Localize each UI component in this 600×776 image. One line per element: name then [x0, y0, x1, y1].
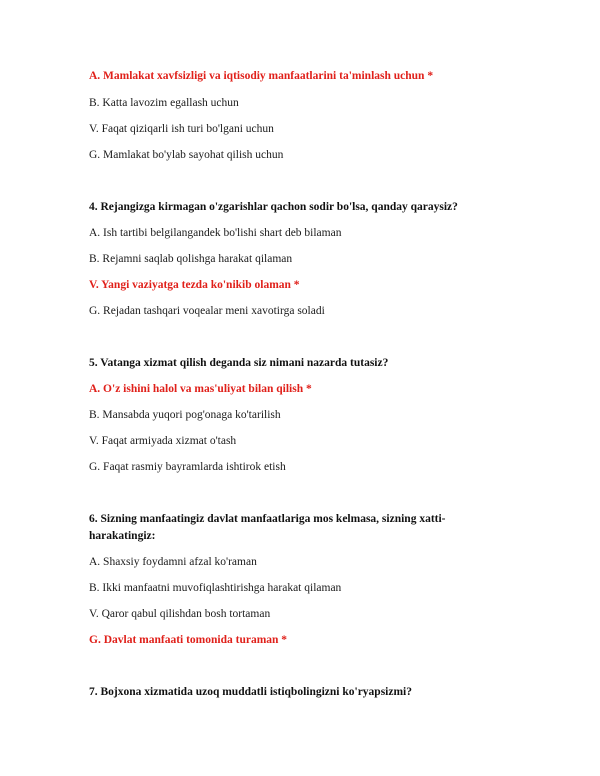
- q4-option-a: A. Ish tartibi belgilangandek bo'lishi shart deb bilaman: [89, 227, 342, 239]
- q3-option-g: G. Mamlakat bo'ylab sayohat qilish uchun: [89, 149, 284, 161]
- question-6-line-2: harakatingiz:: [89, 530, 156, 542]
- q6-option-a: A. Shaxsiy foydamni afzal ko'raman: [89, 556, 257, 568]
- q6-option-v: V. Qaror qabul qilishdan bosh tortaman: [89, 608, 271, 620]
- question-6-line-1: 6. Sizning manfaatingiz davlat manfaatlariga mos kelmasa, sizning xatti-: [89, 513, 446, 525]
- q4-option-v-correct: V. Yangi vaziyatga tezda ko'nikib olaman *: [89, 279, 300, 291]
- q4-option-g: G. Rejadan tashqari voqealar meni xavotirga soladi: [89, 305, 325, 317]
- question-7: 7. Bojxona xizmatida uzoq muddatli istiqbolingizni ko'ryapsizmi?: [89, 686, 413, 698]
- q4-option-b: B. Rejamni saqlab qolishga harakat qilaman: [89, 253, 293, 265]
- q3-option-v: V. Faqat qiziqarli ish turi bo'lgani uchun: [89, 123, 274, 135]
- q5-option-a-correct: A. O'z ishini halol va mas'uliyat bilan qilish *: [89, 383, 312, 395]
- q6-option-g-correct: G. Davlat manfaati tomonida turaman *: [89, 634, 288, 646]
- question-4: 4. Rejangizga kirmagan o'zgarishlar qachon sodir bo'lsa, qanday qaraysiz?: [89, 201, 458, 213]
- q5-option-b: B. Mansabda yuqori pog'onaga ko'tarilish: [89, 409, 281, 421]
- q5-option-v: V. Faqat armiyada xizmat o'tash: [89, 435, 237, 447]
- q5-option-g: G. Faqat rasmiy bayramlarda ishtirok etish: [89, 461, 286, 473]
- question-5: 5. Vatanga xizmat qilish deganda siz nimani nazarda tutasiz?: [89, 357, 389, 369]
- q3-option-b: B. Katta lavozim egallash uchun: [89, 97, 239, 109]
- q6-option-b: B. Ikki manfaatni muvofiqlashtirishga harakat qilaman: [89, 582, 342, 594]
- q3-option-a-correct: A. Mamlakat xavfsizligi va iqtisodiy manfaatlarini ta'minlash uchun *: [89, 70, 434, 82]
